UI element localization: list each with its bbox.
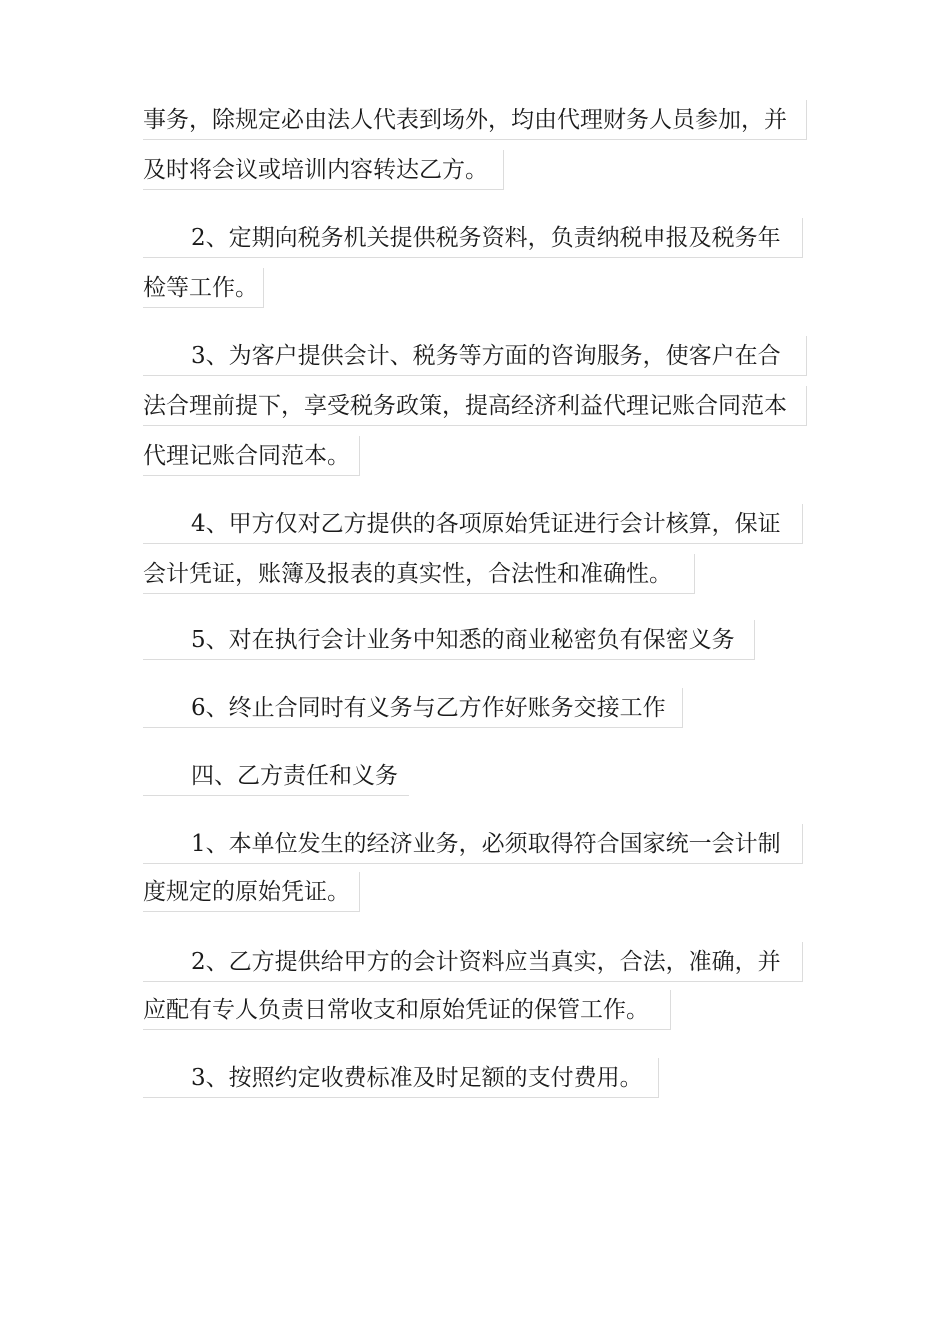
text-line: 3、按照约定收费标准及时足额的支付费用。	[143, 1058, 659, 1098]
text-line: 1、本单位发生的经济业务，必须取得符合国家统一会计制	[143, 824, 803, 864]
text-line: 5、对在执行会计业务中知悉的商业秘密负有保密义务	[143, 620, 755, 660]
text-line: 应配有专人负责日常收支和原始凭证的保管工作。	[143, 990, 671, 1030]
text-line: 事务，除规定必由法人代表到场外，均由代理财务人员参加，并	[143, 100, 807, 140]
text-line: 2、定期向税务机关提供税务资料，负责纳税申报及税务年	[143, 218, 803, 258]
text-line: 代理记账合同范本。	[143, 436, 360, 476]
text-line: 及时将会议或培训内容转达乙方。	[143, 150, 504, 190]
text-line: 4、甲方仅对乙方提供的各项原始凭证进行会计核算，保证	[143, 504, 803, 544]
text-line: 度规定的原始凭证。	[143, 872, 360, 912]
section-heading: 四、乙方责任和义务	[143, 756, 409, 796]
text-line: 3、为客户提供会计、税务等方面的咨询服务，使客户在合	[143, 336, 807, 376]
text-line: 法合理前提下，享受税务政策，提高经济利益代理记账合同范本	[143, 386, 807, 426]
text-line: 会计凭证，账簿及报表的真实性，合法性和准确性。	[143, 554, 695, 594]
text-line: 6、终止合同时有义务与乙方作好账务交接工作	[143, 688, 683, 728]
text-line: 检等工作。	[143, 268, 264, 308]
text-line: 2、乙方提供给甲方的会计资料应当真实，合法，准确，并	[143, 942, 803, 982]
